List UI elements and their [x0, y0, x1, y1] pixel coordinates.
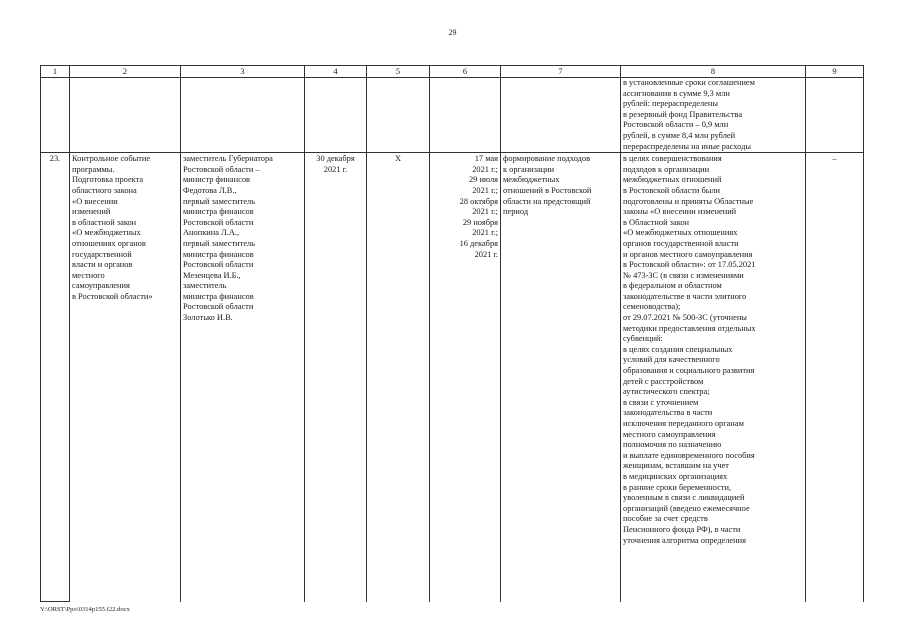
text-line: областного закона: [72, 185, 137, 195]
text-line: Ростовской области: [183, 217, 254, 227]
text-line: «О межбюджетных: [72, 228, 141, 238]
header-cell: 2: [70, 66, 181, 78]
text-line: министра финансов: [183, 291, 254, 301]
text-line: в связи с уточнением: [623, 397, 699, 407]
text-line: период: [503, 207, 529, 217]
cell: [181, 78, 305, 153]
text-line: министра финансов: [183, 207, 254, 217]
text-line: Контрольное событие: [72, 154, 151, 164]
text-line: 29 июля: [468, 175, 498, 185]
text-line: заместитель Губернатора: [183, 154, 273, 164]
text-line: программы.: [72, 164, 115, 174]
text-line: Подготовка проекта: [72, 175, 144, 185]
text-line: законы «О внесении изменений: [623, 207, 737, 217]
text-line: законодательства в части: [623, 408, 713, 418]
text-line: Золотько И.В.: [183, 313, 233, 323]
text-line: «О внесении: [72, 196, 118, 206]
text-line: уволенным в связи с ликвидацией: [623, 493, 745, 503]
text-line: Ростовской области – 0,9 млн: [623, 120, 729, 130]
planned-date: [305, 153, 367, 602]
header-cell: 8: [621, 66, 806, 78]
text-line: органов государственной власти: [623, 238, 739, 248]
text-line: законодательстве в части элитного: [623, 291, 747, 301]
text-line: и органов местного самоуправления: [623, 249, 753, 259]
actual-result: [621, 153, 806, 602]
cell: [41, 78, 70, 153]
text-line: отношениях органов: [72, 238, 146, 248]
text-line: 2021 г.;: [472, 185, 498, 195]
actual-date-mark: Х: [367, 153, 430, 602]
notes: –: [806, 153, 864, 602]
text-line: перераспределены на иные расходы: [623, 141, 751, 151]
text-line: в установленные сроки соглашением: [623, 78, 755, 87]
text-line: рублей: перераспределены: [623, 99, 718, 109]
text-line: ассигнования в сумме 9,3 млн: [623, 88, 730, 98]
text-line: в резервный фонд Правительства: [623, 109, 743, 119]
text-line: рублей, в сумме 8,4 млн рублей: [623, 130, 736, 140]
cell: [806, 78, 864, 153]
text-line: 2021 г.;: [472, 207, 498, 217]
row-number: 23.: [41, 153, 70, 602]
text-line: Ростовской области: [183, 302, 254, 312]
text-line: министр финансов: [183, 175, 250, 185]
text-line: подходов к организации: [623, 164, 710, 174]
text-line: организаций (введено ежемесячное: [623, 503, 750, 513]
text-line: полномочия по назначению: [623, 440, 722, 450]
text-line: в медицинских организациях: [623, 471, 728, 481]
text-line: субвенций:: [623, 334, 663, 344]
report-table: [40, 65, 864, 602]
text-line: Пенсионного фонда РФ), в части: [623, 524, 741, 534]
text-line: отношений в Ростовской: [503, 185, 592, 195]
responsible-persons: [181, 153, 305, 602]
continuation-row: [41, 78, 864, 153]
text-line: 16 декабря: [459, 238, 498, 248]
cell: [305, 78, 367, 153]
text-line: в федеральном и областном: [623, 281, 722, 291]
text-line: женщинам, вставшим на учет: [623, 461, 729, 471]
text-line: Мезенцева И.Б.,: [183, 270, 241, 280]
result-text-continued: [621, 78, 806, 153]
text-line: Федотова Л.В.,: [183, 185, 237, 195]
text-line: в целях создания специальных: [623, 344, 733, 354]
text-line: местного: [72, 270, 105, 280]
header-cell: 4: [305, 66, 367, 78]
text-line: министра финансов: [183, 249, 254, 259]
header-cell: 6: [430, 66, 501, 78]
text-line: межбюджетных: [503, 175, 560, 185]
text-line: изменений: [72, 207, 111, 217]
cell: [430, 78, 501, 153]
text-line: первый заместитель: [183, 196, 256, 206]
text-line: к организации: [503, 164, 555, 174]
text-line: в целях совершенствования: [623, 154, 722, 164]
text-line: местного самоуправления: [623, 429, 716, 439]
text-line: «О межбюджетных отношениях: [623, 228, 738, 238]
text-line: 2021 г.: [474, 249, 498, 259]
text-line: подготовлены и приняты Областные: [623, 196, 754, 206]
text-line: 30 декабря: [316, 154, 355, 164]
header-cell: 1: [41, 66, 70, 78]
text-line: в ранние сроки беременности,: [623, 482, 732, 492]
text-line: межбюджетных отношений: [623, 175, 722, 185]
text-line: заместитель: [183, 281, 227, 291]
text-line: исключения переданного органам: [623, 419, 744, 428]
text-line: в Ростовской области»: от 17.05.2021: [623, 260, 756, 270]
text-line: уточнения алгоритма определения: [623, 535, 746, 545]
header-cell: 5: [367, 66, 430, 78]
file-path: Y:\ORST\Ppo\0314p155.f22.docx: [40, 606, 130, 613]
text-line: и выплате единовременного пособия: [623, 450, 755, 460]
cell: [70, 78, 181, 153]
page-number: 29: [448, 28, 457, 37]
cell: [367, 78, 430, 153]
text-line: аутистического спектра;: [623, 387, 710, 397]
text-line: пособие за счет средств: [623, 514, 708, 524]
text-line: Анопкина Л.А.,: [183, 228, 240, 238]
expected-result: [501, 153, 621, 602]
text-line: в Ростовской области»: [72, 291, 153, 301]
text-line: Ростовской области –: [183, 164, 260, 174]
text-line: в Областной закон: [623, 217, 690, 227]
text-line: условий для качественного: [623, 355, 720, 365]
text-line: самоуправления: [72, 281, 130, 291]
header-cell: 3: [181, 66, 305, 78]
text-line: 2021 г.;: [472, 228, 498, 238]
text-line: Ростовской области: [183, 260, 254, 270]
text-line: 2021 г.;: [472, 164, 498, 174]
text-line: власти и органов: [72, 260, 133, 270]
text-line: методики предоставления отдельных: [623, 323, 756, 333]
event-name: [70, 153, 181, 602]
text-line: образования и социального развития: [623, 366, 755, 376]
text-line: детей с расстройством: [623, 376, 704, 386]
text-line: 17 мая: [474, 154, 498, 164]
text-line: семеноводства);: [623, 302, 681, 312]
text-line: 2021 г.: [323, 164, 348, 174]
text-line: области на предстоящий: [503, 196, 591, 206]
text-line: 29 ноября: [462, 217, 498, 227]
text-line: № 473-ЗС (в связи с изменениями: [623, 270, 744, 280]
text-line: от 29.07.2021 № 500-ЗС (уточнены: [623, 313, 747, 323]
text-line: первый заместитель: [183, 238, 256, 248]
text-line: формирование подходов: [503, 154, 591, 164]
header-row: [41, 66, 864, 78]
text-line: государственной: [72, 249, 132, 259]
header-cell: 9: [806, 66, 864, 78]
cell: [501, 78, 621, 153]
text-line: в областной закон: [72, 217, 137, 227]
table-row: [41, 153, 864, 602]
text-line: в Ростовской области были: [623, 185, 721, 195]
header-cell: 7: [501, 66, 621, 78]
completion-dates: [430, 153, 501, 602]
text-line: 28 октября: [459, 196, 498, 206]
